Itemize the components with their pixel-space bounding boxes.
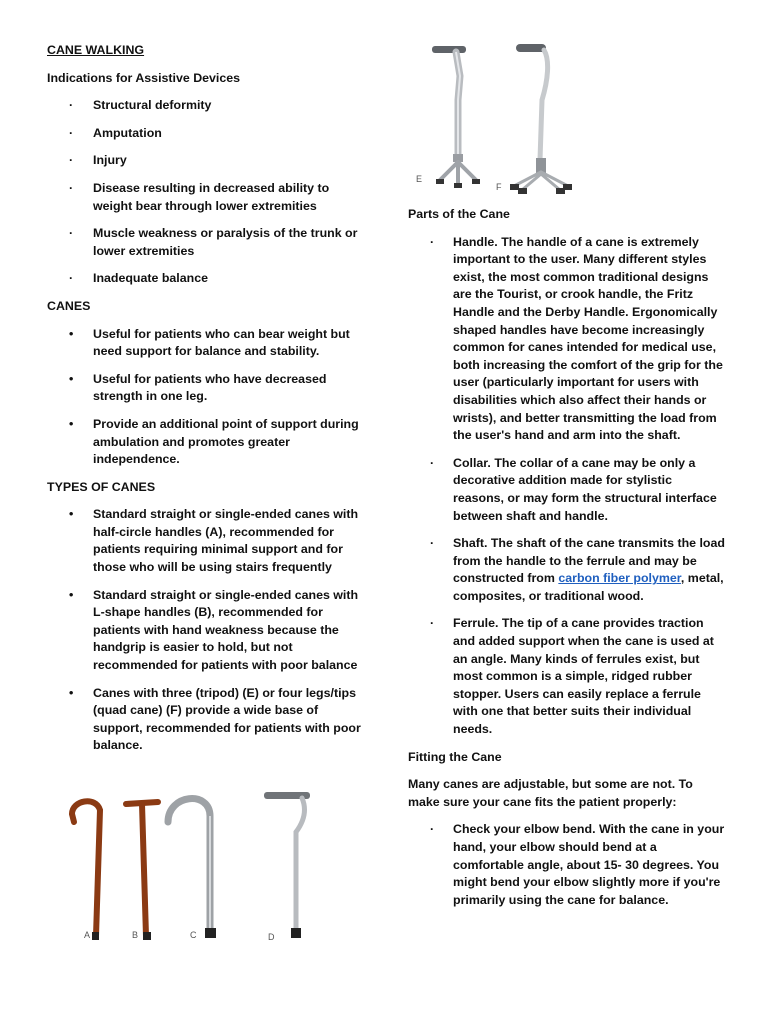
part-text: The shaft of the cane transmits the load from the handle to the ferrule and may be constructed from bbox=[453, 536, 725, 586]
document-title: CANE WALKING bbox=[47, 43, 145, 57]
types-list bbox=[47, 506, 369, 755]
indications-heading: Indications for Assistive Devices bbox=[47, 70, 241, 85]
bullet-icon: · bbox=[430, 455, 435, 470]
offset-cane-image bbox=[264, 792, 310, 942]
parts-heading: Parts of the Cane bbox=[408, 207, 510, 221]
list-item: • Standard straight or single-ended canes with half-circle handles (A), recommended for patients requiring minimal support and for those who will be using stairs frequently bbox=[69, 507, 359, 575]
list-item: · Inadequate balance bbox=[47, 270, 369, 288]
part-label: Ferrule. bbox=[453, 616, 499, 631]
fitting-heading: Fitting the Cane bbox=[408, 749, 502, 764]
tripod-quad-canes-figure bbox=[410, 40, 580, 196]
list-item: · Muscle weakness or paralysis of the trunk or lower extremities bbox=[69, 226, 358, 258]
list-item bbox=[408, 615, 726, 738]
part-text: The tip of a cane provides traction and added support when the cane is used at an angle. Many kinds of ferrules exist, but most common is a simple, ridged rubber stopper. Users can easily replace a ferrule with one that better suits their individual needs. bbox=[453, 616, 714, 737]
quad-cane-image bbox=[496, 44, 572, 194]
list-item: · Disease resulting in decreased ability to weight bear through lower extremities bbox=[69, 180, 330, 213]
figure-label-d: D bbox=[268, 932, 275, 942]
fitting-list bbox=[408, 821, 726, 909]
fitting-label: Check your elbow bend. bbox=[453, 822, 596, 837]
bullet-icon: · bbox=[430, 822, 435, 837]
list-item: • Provide an additional point of support during ambulation and promotes greater independence. bbox=[69, 416, 359, 467]
list-item: • Canes with three (tripod) (E) or four legs/tips (quad cane) (F) provide a wide base of support, recommended for patients with poor balance. bbox=[69, 685, 361, 753]
parts-list bbox=[408, 234, 726, 739]
canes-heading: CANES bbox=[47, 298, 91, 313]
list-item: • Useful for patients who can bear weight but need support for balance and stability. bbox=[69, 326, 350, 359]
canes-list bbox=[47, 326, 369, 469]
list-item bbox=[408, 234, 726, 445]
bullet-icon: • bbox=[69, 371, 74, 386]
part-label: Shaft. bbox=[453, 536, 488, 551]
bullet-icon: • bbox=[69, 685, 74, 700]
bullet-icon: · bbox=[69, 226, 74, 241]
part-label: Collar. bbox=[453, 455, 491, 470]
part-text: The collar of a cane may be only a decorative addition made for stylistic reasons, or may form the structural interface between shaft and handle. bbox=[453, 455, 717, 523]
list-item: · Injury bbox=[47, 152, 369, 170]
right-column bbox=[408, 206, 726, 919]
figure-label-e: E bbox=[416, 174, 423, 184]
bullet-icon: • bbox=[69, 587, 74, 602]
left-column bbox=[47, 42, 369, 765]
bullet-icon: · bbox=[69, 153, 74, 168]
part-label: Handle. bbox=[453, 234, 498, 249]
figure-label-a: A bbox=[84, 930, 91, 940]
tripod-cane-image bbox=[416, 46, 480, 188]
fitting-intro: Many canes are adjustable, but some are not. To make sure your cane fits the patient properly: bbox=[408, 777, 693, 809]
types-heading: TYPES OF CANES bbox=[47, 479, 156, 494]
bullet-icon: · bbox=[69, 180, 74, 195]
aluminum-crook-cane-image bbox=[168, 799, 216, 940]
bullet-icon: · bbox=[69, 98, 74, 113]
indications-list bbox=[47, 97, 369, 288]
bullet-icon: · bbox=[69, 271, 74, 286]
single-canes-figure bbox=[62, 788, 332, 944]
bullet-icon: • bbox=[69, 326, 74, 341]
figure-label-f: F bbox=[496, 182, 502, 192]
bullet-icon: · bbox=[69, 125, 74, 140]
carbon-fiber-link[interactable]: carbon fiber polymer bbox=[558, 571, 681, 586]
list-item bbox=[408, 821, 726, 909]
crook-cane-image bbox=[72, 801, 100, 940]
list-item: • Standard straight or single-ended canes with L-shape handles (B), recommended for patients with hand weakness because the handgrip is easier to hold, but not recommended for patients with poor balance bbox=[69, 587, 359, 673]
list-item bbox=[408, 455, 726, 525]
part-text: , metal, composites, or traditional wood. bbox=[453, 571, 724, 603]
part-text: The handle of a cane is extremely important to the user. Many different styles exist, the most common traditional designs are the Tourist, or crook handle, the Fritz Handle and the Derby Handle. Ergonomically shaped handles have become increasingly common for canes intended for medical use, both increasing the comfort of the grip for the user (particularly important for users with disabilities which also affect their hands or wrists), and better transmitting the load from the user's hand and arm into the shaft. bbox=[453, 234, 723, 443]
list-item: · Amputation bbox=[47, 125, 369, 143]
bullet-icon: • bbox=[69, 507, 74, 522]
bullet-icon: • bbox=[69, 416, 74, 431]
bullet-icon: · bbox=[430, 234, 435, 249]
list-item: • Useful for patients who have decreased strength in one leg. bbox=[69, 371, 327, 404]
derby-cane-image bbox=[126, 802, 158, 940]
fitting-text: With the cane in your hand, your elbow should bend at a comfortable angle, about 15- 30 degrees. You might bend your elbow slightly more if you're primarily using the cane for balance. bbox=[453, 822, 725, 907]
bullet-icon: · bbox=[430, 536, 435, 551]
list-item: · Structural deformity bbox=[47, 97, 369, 115]
list-item bbox=[408, 535, 726, 605]
bullet-icon: · bbox=[430, 616, 435, 631]
figure-label-c: C bbox=[190, 930, 197, 940]
figure-label-b: B bbox=[132, 930, 139, 940]
